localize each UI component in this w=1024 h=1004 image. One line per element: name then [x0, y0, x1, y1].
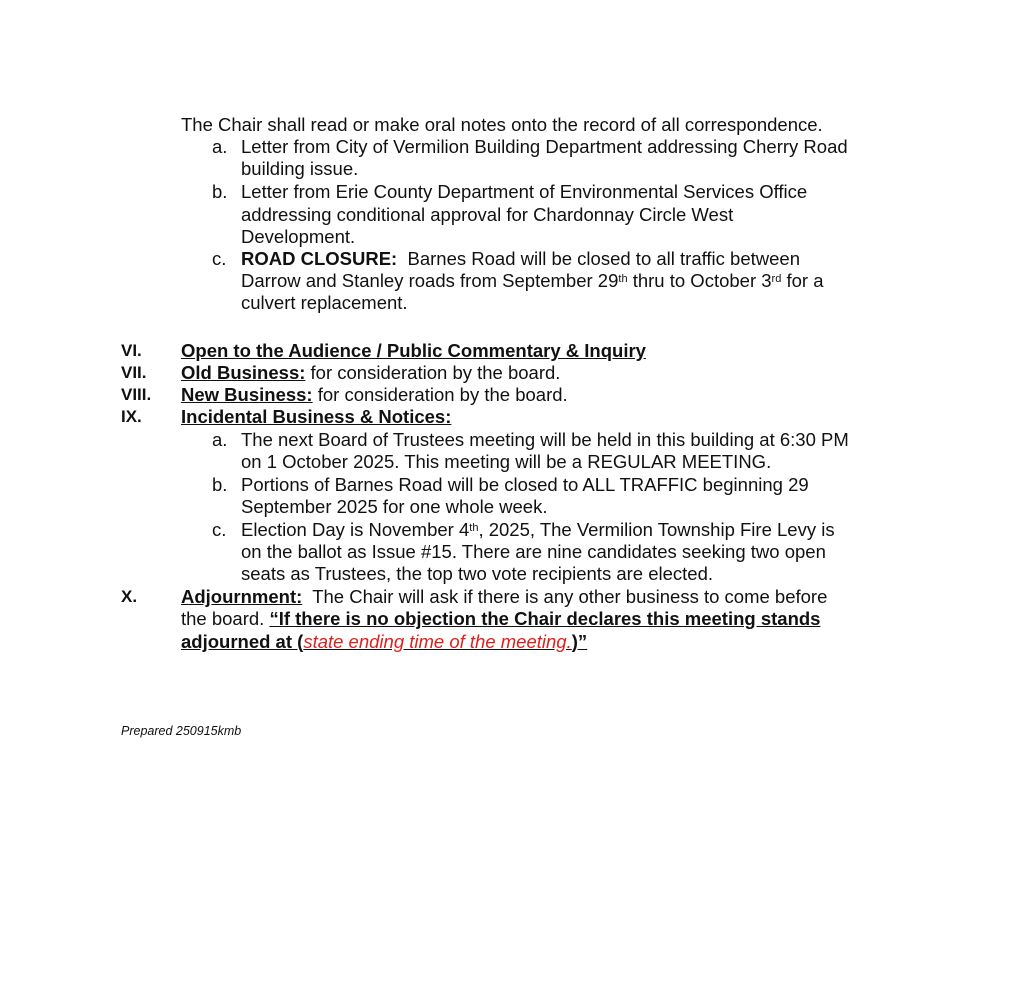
item-text: Portions of Barnes Road will be closed to ALL TRAFFIC beginning 29 — [241, 474, 809, 495]
correspondence-intro: The Chair shall read or make oral notes onto the record of all correspondence. — [181, 114, 823, 135]
item-letter: a. — [212, 136, 228, 157]
section-title: Open to the Audience / Public Commentary & Inquiry — [181, 340, 646, 361]
item-text: culvert replacement. — [241, 292, 408, 313]
item-text: Development. — [241, 226, 356, 247]
placeholder-text: state ending time of the meeting. — [303, 631, 572, 652]
item-text: September 2025 for one whole week. — [241, 496, 548, 517]
item-letter: c. — [212, 519, 227, 540]
section-number: X. — [121, 587, 138, 606]
item-text: Election Day is November 4th, 2025, The Vermilion Township Fire Levy is — [241, 519, 835, 540]
item-letter: c. — [212, 248, 227, 269]
road-closure-label: ROAD CLOSURE: — [241, 248, 398, 269]
section-title: Old Business: — [181, 362, 306, 383]
section-title: Adjournment: — [181, 586, 303, 607]
item-text: building issue. — [241, 158, 359, 179]
item-text: addressing conditional approval for Chardonnay Circle West — [241, 204, 734, 225]
section-number: VIII. — [121, 385, 152, 404]
item-text: on 1 October 2025. This meeting will be a REGULAR MEETING. — [241, 451, 772, 472]
item-letter: b. — [212, 181, 228, 202]
adjournment-quote: “If there is no objection the Chair declares this meeting stands — [269, 608, 821, 629]
item-text: The next Board of Trustees meeting will be held in this building at 6:30 PM — [241, 429, 849, 450]
item-text: on the ballot as Issue #15. There are nine candidates seeking two open — [241, 541, 826, 562]
section-number: IX. — [121, 407, 142, 426]
section-number: VI. — [121, 341, 142, 360]
item-text: Letter from Erie County Department of Environmental Services Office — [241, 181, 808, 202]
prepared-note: Prepared 250915kmb — [121, 724, 242, 738]
item-letter: a. — [212, 429, 228, 450]
section-title: Incidental Business & Notices: — [181, 406, 452, 427]
section-number: VII. — [121, 363, 147, 382]
item-letter: b. — [212, 474, 228, 495]
item-text: seats as Trustees, the top two vote recipients are elected. — [241, 563, 714, 584]
item-text: ROAD CLOSURE: Barnes Road will be closed to all traffic between — [241, 248, 800, 269]
section-title: New Business: — [181, 384, 313, 405]
item-text: Letter from City of Vermilion Building Department addressing Cherry Road — [241, 136, 848, 157]
item-text: Darrow and Stanley roads from September 29th thru to October 3rd for a — [241, 270, 824, 291]
